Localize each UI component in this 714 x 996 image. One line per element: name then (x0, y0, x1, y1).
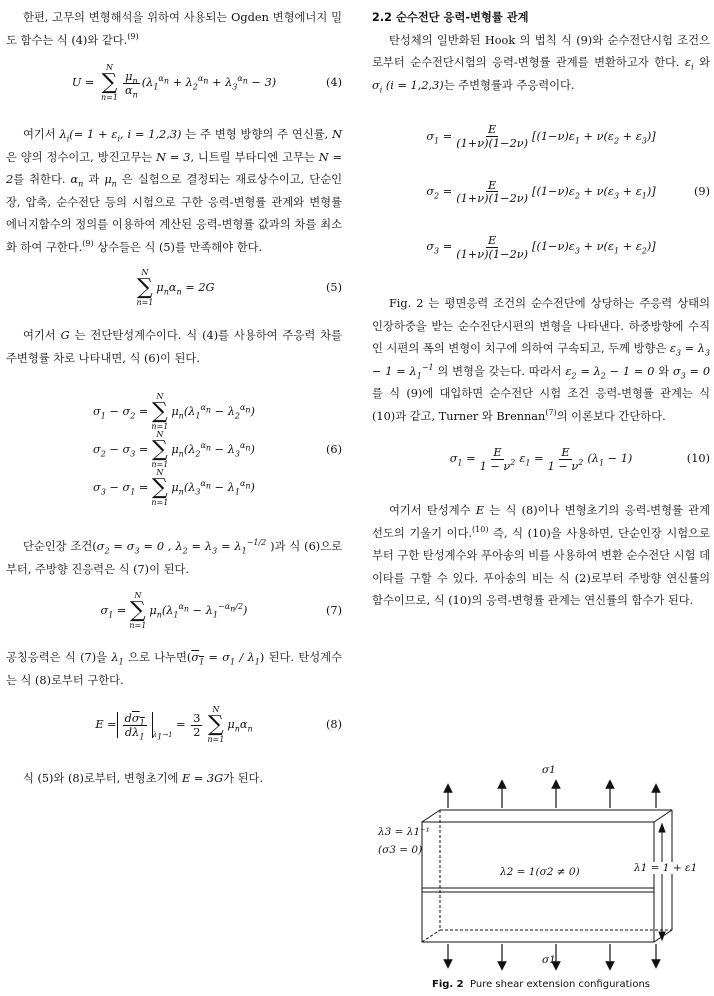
equation-4: U = N ∑ n=1 $\frac{\mu_n}{\alpha_n}$ $(\lambda_1^{\alpha_n} + \lambda_2^{\alpha_n} + \lambda_3^{\alpha_n} - 3)$ (4) (71, 63, 342, 102)
left-column (6, 0, 342, 791)
label-sigma1-bottom: σ1 (542, 954, 556, 966)
label-sigma1-top: σ1 (542, 764, 556, 776)
equation-6: $\sigma_1 - \sigma_2$ = N ∑ n=1 $\mu_n(\lambda_1^{\alpha_n} - \lambda_2^{\alpha_n})$ $\sigma_2 - \sigma_3$ = N ∑ n=1 $\mu_n(\lambda_2^{\alpha_n} - \lambda_3^{\alpha_n})$ $\sigma_3 - \sigma_1$ = N ∑ n=1 $\mu_n(\lambda_3^{\alpha_n} - \lambda_1^{\alpha_n})$ (6) (93, 392, 342, 507)
label-sigma3: (σ3 = 0) (378, 844, 423, 856)
left-paragraph-1: 한편, 고무의 변형해석을 위하여 사용되는 Ogden 변형에너지 밀도 함수는 식 (4)와 같다.$^{(9)}$ (6, 11, 342, 47)
label-lambda2: λ2 = 1(σ2 ≠ 0) (500, 866, 580, 878)
left-paragraph-2: 여기서 $\lambda_i(= 1 + \varepsilon_i$, i = 1,2,3) 는 주 변형 방향의 주 연신률, N 은 양의 정수이고, 방진고무는 N = 3, 니트릴 부타디엔 고무는 N = 2를 취한다. $\alpha_n$ 과 $\mu_n$ 은 실험으로 결정되는 재료상수이고, 단순인장, 압축, 순수전단 등의 시험으로 구한 응력-변형률 관계와 변형률 에너지함수의 정의를 이용하여 계산된 응력-변형률 값과의 차를 최소화 하여 구한다.$^{(9)}$ 상수들은 식 (5)를 만족해야 한다. (6, 128, 343, 254)
left-paragraph-4: 단순인장 조건($\sigma_2 = \sigma_3 = 0$ , $\lambda_2 = \lambda_3 = \lambda_1^{-1/2}$ )과 식 (6)으로부터, 주방향 진응력은 식 (7)이 된다. (6, 538, 343, 576)
section-heading: 2.2 순수전단 응력-변형률 관계 (372, 11, 529, 24)
left-paragraph-5: 공칭응력은 식 (7)을 $\lambda_1$ 으로 나누면$(\sigma_1 = \sigma_1 / \lambda_1)$ 된다. 탄성계수는 식 (8)로부터 구한다. (6, 651, 342, 687)
equation-9: $\sigma_1$ = $\frac{E}{(1+\nu)(1-2\nu)}$ $[(1-\nu)\varepsilon_1 + \nu(\varepsilon_2 + \varepsilon_3)]$ $\sigma_2$ = $\frac{E}{(1+\nu)(1-2\nu)}$ $[(1-\nu)\varepsilon_2 + \nu(\varepsilon_3 + \varepsilon_1)]$ $\sigma_3$ = $\frac{E}{(1+\nu)(1-2\nu)}$ $[(1-\nu)\varepsilon_3 + \nu(\varepsilon_1 + \varepsilon_2)]$ (9) (426, 123, 710, 261)
right-paragraph-3: 여기서 탄성계수 E 는 식 (8)이나 변형초기의 응력-변형률 관계 선도의 기울기 이다.$^{(10)}$ 즉, 식 (10)을 사용하면, 단순인장 시험으로부터 구한 탄성계수와 푸아송의 비를 사용하여 변환 순수전단 시험 데이타를 구할 수 있다. 푸아송의 비는 식 (2)로부터 주방향 연신률의 함수이므로, 식 (10)의 응력-변형률 관계는 연신률의 함수가 된다. (372, 504, 710, 607)
equation-5: N ∑ n=1 $\mu_n\alpha_n = 2G$ (5) (136, 268, 342, 307)
left-paragraph-6: 식 (5)와 (8)로부터, 변형초기에 E = 3G가 된다. (22, 772, 264, 785)
figure-caption: Fig. 2 Pure shear extension configurations (431, 979, 651, 990)
label-lambda1: λ1 = 1 + ε1 (634, 862, 698, 874)
equation-8: E = $\frac{d\sigma_1}{d\lambda_1}$ $\lambda_1\to 1$ = $\frac{3}{2}$ N ∑ n=1 $\mu_n\alpha_n$ (8) (95, 705, 342, 744)
right-paragraph-2: Fig. 2 는 평면응력 조건의 순수전단에 상당하는 주응력 상태의 인장하중을 받는 순수전단시편의 변형을 나타낸다. 하중방향에 수직인 시편의 폭의 변형이 치구에 의하여 구속되고, 두께 방향은 $\varepsilon_3 = \lambda_3 - 1 = \lambda_1^{-1}$ 의 변형을 갖는다. 따라서 $\varepsilon_2 = \lambda_2 - 1 = 0$ 와 $\sigma_3 = 0$ 를 식 (9)에 대입하면 순수전단 시험 조건 응력-변형률 관계는 식 (10)과 같고, Turner 와 Brennan$^{(7)}$의 이론보다 간단하다. (372, 297, 711, 423)
lambda1-dimension (659, 824, 665, 940)
figure-2 (372, 764, 710, 992)
pure-shear-diagram (372, 764, 710, 992)
tension-arrows-top (448, 784, 656, 808)
right-paragraph-1: 탄성체의 일반화된 Hook 의 법칙 식 (9)와 순수전단시험 조건으로부터 순수전단시험의 응력-변형률 관계를 변환하고자 한다. $\varepsilon_i$ 와 $\sigma_i$ (i = 1,2,3)는 주변형률과 주응력이다. (372, 33, 711, 94)
equation-7: $\sigma_1$ = N ∑ n=1 $\mu_n(\lambda_1^{\alpha_n} - \lambda_1^{-\alpha_n/2})$ (7) (100, 591, 342, 630)
right-column (372, 0, 710, 613)
equation-10: $\sigma_1$ = $\frac{E}{1 - \nu^2}$ $\varepsilon_1$ = $\frac{E}{1 - \nu^2}$ $(\lambda_1 - 1)$ (10) (449, 445, 710, 473)
left-paragraph-3: 여기서 G 는 전단탄성계수이다. 식 (4)를 사용하여 주응력 차를 주변형률 차로 나타내면, 식 (6)이 된다. (6, 329, 343, 365)
label-lambda3: λ3 = λ1⁻¹ (378, 826, 430, 838)
